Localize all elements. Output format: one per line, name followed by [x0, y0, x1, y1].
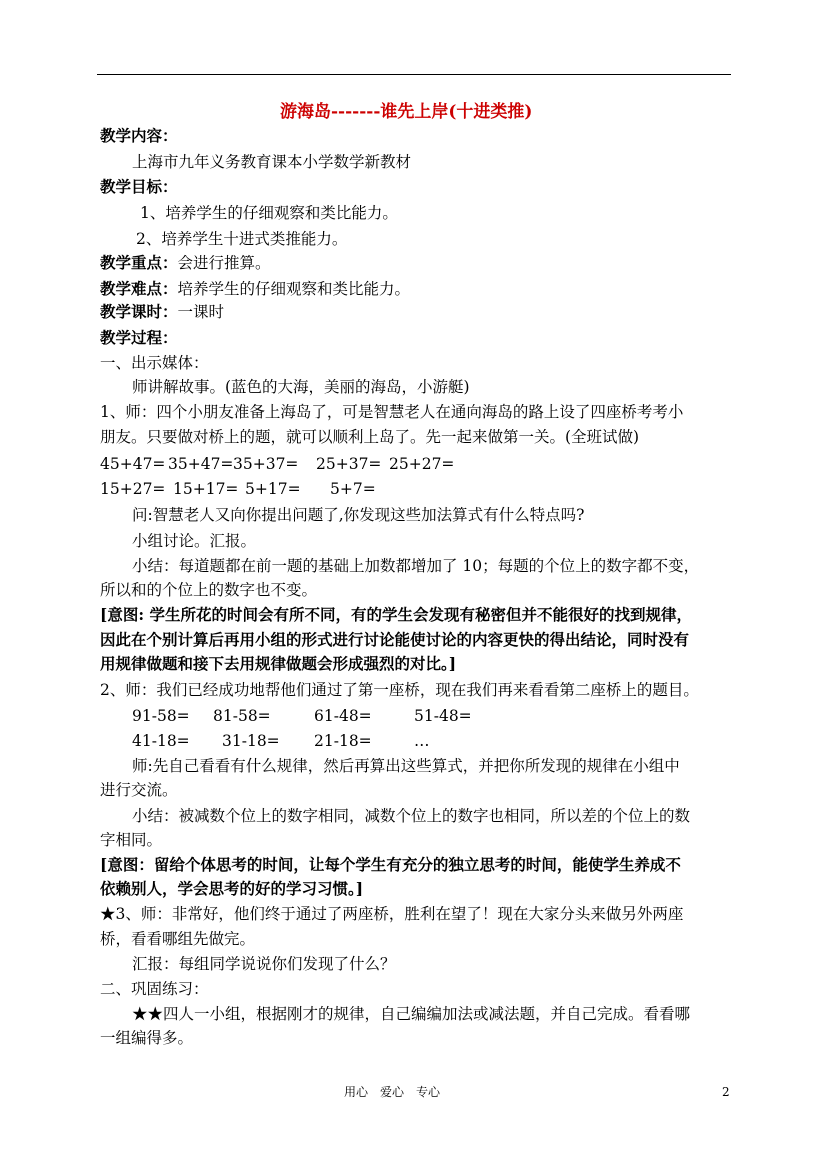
process-heading: 教学过程：: [100, 328, 178, 347]
paragraph: 师:先自己看看有什么规律，然后再算出这些算式，并把你所发现的规律在小组中: [132, 757, 680, 775]
key-text: 会进行推算。: [177, 254, 271, 272]
math-expression: 5+17=: [245, 480, 301, 498]
math-expression: 41-18=: [132, 732, 190, 750]
paragraph: ★★四人一小组，根据刚才的规律，自己编编加法或减法题，并自己完成。看看哪: [132, 1005, 691, 1023]
paragraph: 一组编得多。: [100, 1029, 194, 1047]
design-note: [意图: 学生所花的时间会有所不同，有的学生会发现有秘密但并不能很好的找到规律，: [100, 605, 692, 624]
difficulty-heading: 教学难点：: [100, 279, 178, 298]
math-expression: 5+7=: [330, 480, 376, 498]
hours-heading: 教学课时：: [100, 302, 178, 321]
goals-heading: 教学目标：: [100, 177, 178, 196]
paragraph: 桥，看看哪组先做完。: [100, 930, 256, 948]
math-expression: 31-18=: [222, 732, 280, 750]
paragraph: 朋友。只要做对桥上的题，就可以顺利上岛了。先一起来做第一关。(全班试做): [100, 428, 640, 446]
math-expression: 15+27=: [100, 480, 166, 498]
content-heading: 教学内容：: [100, 126, 178, 145]
footer-slogan: 用心 爱心 专心: [344, 1085, 441, 1099]
paragraph: 二、巩固练习：: [100, 980, 209, 998]
key-heading: 教学重点：: [100, 253, 178, 272]
math-expression: 25+37=: [316, 455, 382, 473]
paragraph: 师讲解故事。(蓝色的大海，美丽的海岛，小游艇): [132, 378, 470, 396]
paragraph: 小组讨论。汇报。: [132, 532, 257, 550]
content-text: 上海市九年义务教育课本小学数学新教材: [132, 153, 412, 171]
difficulty-point: [100, 277, 410, 301]
math-expression: 21-18=: [314, 732, 372, 750]
paragraph: 进行交流。: [100, 781, 178, 799]
design-note: 依赖别人，学会思考的好的学习习惯。]: [100, 879, 364, 898]
paragraph: 所以和的个位上的数字也不变。: [100, 581, 318, 599]
key-point: [100, 251, 271, 275]
math-row-3: [132, 704, 472, 728]
difficulty-text: 培养学生的仔细观察和类比能力。: [177, 280, 411, 298]
math-row-4: [132, 729, 430, 753]
math-expression: 35+37=: [233, 455, 299, 473]
paragraph: 2、师：我们已经成功地帮他们通过了第一座桥，现在我们再来看看第二座桥上的题目。: [100, 681, 699, 699]
goal-item: 2、培养学生十进式类推能力。: [136, 230, 348, 248]
paragraph: 汇报：每组同学说说你们发现了什么？: [132, 955, 396, 973]
page-number: 2: [722, 1085, 730, 1099]
math-expression: 61-48=: [314, 707, 372, 725]
math-row-1: [100, 452, 454, 476]
paragraph: 一、出示媒体：: [100, 354, 209, 372]
math-expression: 15+17=: [173, 480, 239, 498]
paragraph: 问:智慧老人又向你提出问题了,你发现这些加法算式有什么特点吗?: [132, 506, 585, 524]
goal-item: 1、培养学生的仔细观察和类比能力。: [140, 204, 398, 222]
paragraph: 1、师：四个小朋友准备上海岛了，可是智慧老人在通向海岛的路上设了四座桥考考小: [100, 403, 684, 421]
paragraph: 小结：被减数个位上的数字相同，减数个位上的数字也相同，所以差的个位上的数: [132, 807, 691, 825]
header-rule: [97, 74, 731, 75]
math-row-2: [100, 477, 376, 501]
design-note: 用规律做题和接下去用规律做题会形成强烈的对比。]: [100, 654, 457, 673]
math-expression: …: [414, 732, 430, 750]
math-expression: 25+27=: [389, 455, 455, 473]
math-expression: 51-48=: [414, 707, 472, 725]
document-title: 游海岛-------谁先上岸(十进类推): [280, 102, 533, 122]
hours-text: 一课时: [177, 303, 225, 321]
math-expression: 45+47=: [100, 455, 166, 473]
design-note: [意图：留给个体思考的时间，让每个学生有充分的独立思考的时间，能使学生养成不: [100, 855, 681, 874]
paragraph: 小结：每道题都在前一题的基础上加数都增加了 10；每题的个位上的数字都不变，: [132, 557, 700, 575]
math-expression: 35+47=: [168, 455, 234, 473]
design-note: 因此在个别计算后再用小组的形式进行讨论能使讨论的内容更快的得出结论，同时没有: [100, 630, 690, 649]
paragraph: 字相同。: [100, 831, 163, 849]
math-expression: 81-58=: [213, 707, 271, 725]
math-expression: 91-58=: [132, 707, 190, 725]
hours-point: [100, 300, 224, 324]
paragraph: ★3、师：非常好，他们终于通过了两座桥，胜利在望了！现在大家分头来做另外两座: [100, 905, 684, 923]
